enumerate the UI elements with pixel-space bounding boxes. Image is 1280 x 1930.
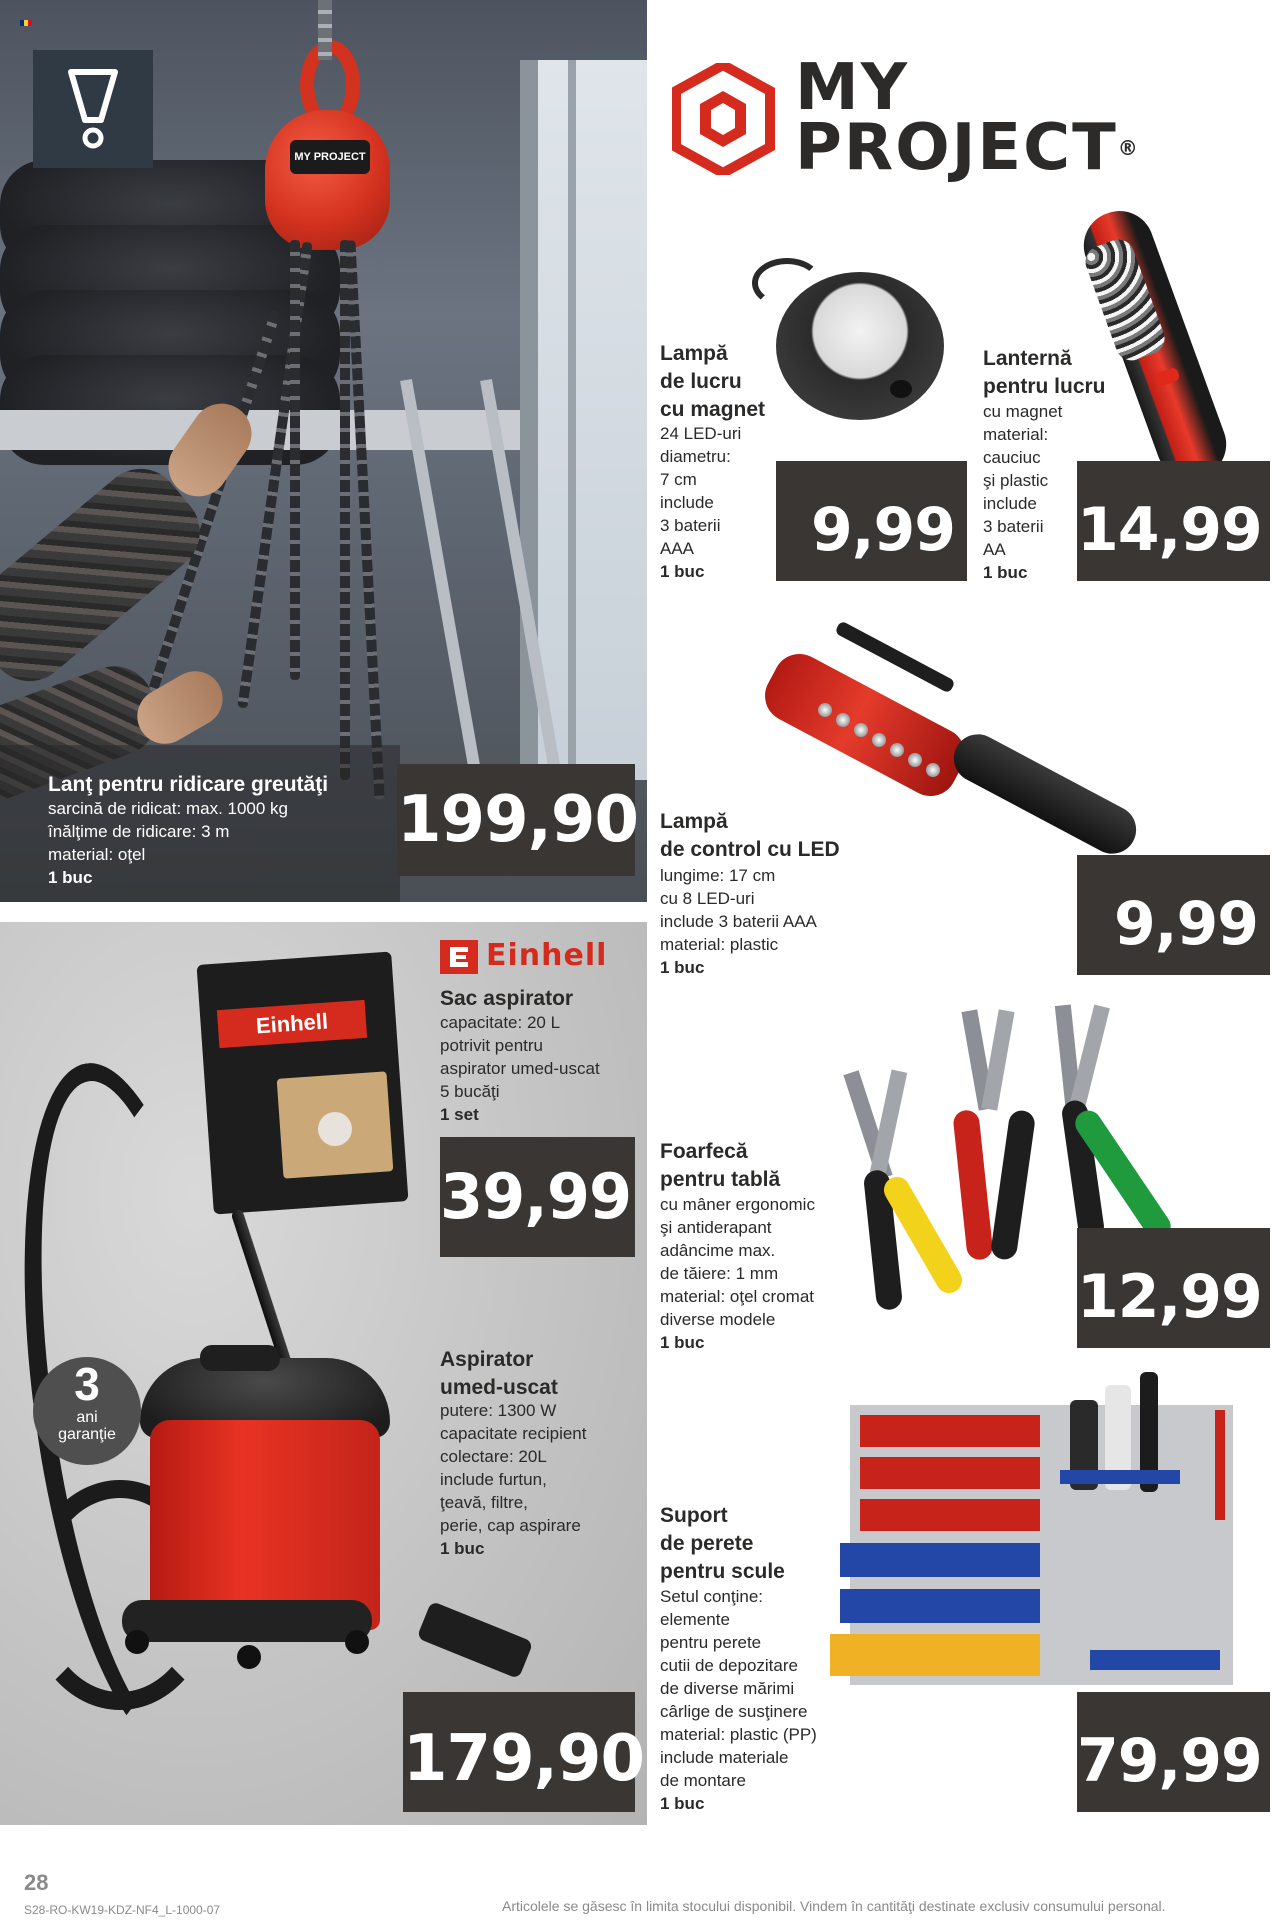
my-project-logo-icon [672,63,775,175]
detail-line: include furtun, [440,1470,547,1489]
detail-line: 1 buc [660,958,705,977]
chain [340,240,350,780]
price-tag: 14,99 [1077,461,1270,581]
detail-line: diametru: [660,447,731,466]
snips-handle [990,1109,1037,1261]
led-dot [818,703,832,717]
product-title [440,1346,558,1402]
registered-mark: ® [1117,136,1140,160]
product-title: Sac aspirator [440,987,574,1010]
detail-line: material: plastic [660,935,779,954]
detail-line: 7 cm [660,470,697,489]
detail-line: de diverse mărimi [660,1679,795,1698]
detail-line: capacitate: 20 L [440,1013,561,1032]
detail-line: ţeavă, filtre, [440,1493,528,1512]
product-details [440,1399,645,1560]
product-title [660,340,765,424]
product-details [440,1011,645,1126]
product-details [983,400,1073,584]
storage-bins-red [860,1415,1040,1447]
wheel [237,1645,261,1669]
title-line: Lanternă [983,347,1072,370]
detail-line: colectare: 20L [440,1447,547,1466]
title-line: pentru lucru [983,375,1106,398]
detail-line: 1 buc [983,563,1028,582]
price-tag: 12,99 [1077,1228,1270,1348]
product-details [48,797,378,889]
detail-line: cauciuc [983,448,1041,467]
detail-line: aspirator umed-uscat [440,1059,600,1078]
wheel [125,1630,149,1654]
title-line: cu magnet [660,398,766,421]
lamp-switch [890,380,912,398]
led-dot [908,753,922,767]
title-line: pentru scule [660,1560,785,1583]
detail-line: cutii de depozitare [660,1656,798,1675]
detail-line: 1 buc [660,1333,705,1352]
window-frame [568,60,576,780]
detail-line: material: oţel cromat [660,1287,814,1306]
einhell-logo-icon [440,940,478,974]
einhell-logo [440,940,636,974]
detail-line: 1 buc [660,1794,705,1813]
tool-holder-bar [1090,1650,1220,1670]
product-title [660,1502,785,1586]
title-line: de lucru [660,370,742,393]
title-line: pentru tablă [660,1168,781,1191]
detail-line: înălţime de ridicare: 3 m [48,822,230,841]
detail-line: perie, cap aspirare [440,1516,581,1535]
led-dot [926,763,940,777]
detail-line: putere: 1300 W [440,1401,557,1420]
guarantee-years: 3 [74,1358,100,1410]
detail-line: include materiale [660,1748,789,1767]
product-title [660,1138,780,1194]
brand-name [795,51,1140,185]
warning-icon [63,68,123,152]
top-chain [318,0,332,60]
vacuum-tank [150,1420,380,1630]
detail-line: cu mâner ergonomic [660,1195,815,1214]
brand-line-2 [795,111,1140,185]
led-dot [836,713,850,727]
tool-holder-bar [1060,1470,1180,1484]
detail-line: lungime: 17 cm [660,866,776,885]
detail-line: şi plastic [983,471,1049,490]
led-dot [872,733,886,747]
vacuum-handle [200,1345,280,1371]
chain [345,240,384,800]
detail-line: 3 baterii [983,517,1044,536]
title-line: umed-uscat [440,1376,558,1399]
storage-bins-blue [840,1589,1040,1623]
hoist-brand-label: MY PROJECT [290,140,370,174]
product-details [660,422,770,583]
storage-bins-red [860,1457,1040,1489]
title-line: Foarfecă [660,1140,748,1163]
storage-bins-red [860,1499,1040,1531]
detail-line: cu magnet [983,402,1063,421]
detail-line: 1 buc [440,1539,485,1558]
brand-line: MY [795,51,910,125]
lamp-grip [945,726,1144,862]
detail-line: cârlige de susţinere [660,1702,808,1721]
price-tag: 9,99 [1077,855,1270,975]
detail-line: de tăiere: 1 mm [660,1264,779,1283]
detail-line: include [660,493,714,512]
price-tag: 199,90 [397,764,635,876]
led-dot [890,743,904,757]
detail-line: material: [983,425,1049,444]
catalog-code: S28-RO-KW19-KDZ-NF4_L-1000-07 [24,1903,221,1917]
product-title [660,808,840,864]
detail-line: şi antiderapant [660,1218,772,1237]
title-line: Lampă [660,810,728,833]
page-number: 28 [24,1870,49,1895]
vacuum-base [122,1600,372,1642]
guarantee-label: garanţie [58,1426,116,1443]
hoist-body [265,110,390,250]
product-details [660,1585,870,1815]
detail-line: pentru perete [660,1633,762,1652]
detail-line: include 3 baterii AAA [660,912,817,931]
title-line: Lampă [660,342,728,365]
detail-line: 1 buc [48,868,93,887]
flag-icon [20,20,32,26]
detail-line: material: oţel [48,845,146,864]
guarantee-unit: ani [76,1409,98,1426]
price-tag: 39,99 [440,1137,635,1257]
title-line: de control cu LED [660,838,840,861]
snips-handle [952,1109,994,1261]
stock-disclaimer: Articolele se găsesc în limita stocului disponibil. Vindem în cantităţi destinate exclusiv consumului personal. [502,1898,1166,1914]
price-tag: 179,90 [403,1692,635,1812]
detail-line: elemente [660,1610,730,1629]
round-work-lamp-image [776,272,944,420]
brand-line: PROJECT [795,111,1118,185]
detail-line: 24 LED-uri [660,424,742,443]
bag-brand-label: Einhell [217,1000,367,1048]
detail-line: Setul conţine: [660,1587,764,1606]
product-title: Lanţ pentru ridicare greutăţi [48,773,329,796]
wheel [345,1630,369,1654]
detail-line: diverse modele [660,1310,776,1329]
screwdriver [1215,1410,1225,1520]
led-dot [854,723,868,737]
detail-line: potrivit pentru [440,1036,543,1055]
detail-line: include [983,494,1037,513]
detail-line: capacitate recipient [440,1424,587,1443]
title-line: de perete [660,1532,754,1555]
detail-line: cu 8 LED-uri [660,889,755,908]
title-line: Suport [660,1504,728,1527]
storage-bins-blue [840,1543,1040,1577]
tin-snips-image [1040,1005,1220,1245]
detail-line: sarcină de ridicat: max. 1000 kg [48,799,289,818]
detail-line: adâncime max. [660,1241,776,1260]
detail-line: de montare [660,1771,746,1790]
detail-line: AA [983,540,1006,559]
detail-line: AAA [660,539,695,558]
snips-blade [981,1009,1014,1110]
product-details [660,864,880,979]
detail-line: 3 baterii [660,516,721,535]
detail-line: 5 bucăţi [440,1082,500,1101]
title-line: Aspirator [440,1348,534,1371]
bag-hole [318,1112,352,1146]
detail-line: material: plastic (PP) [660,1725,817,1744]
detail-line: 1 buc [660,562,705,581]
einhell-wordmark: Einhell [486,938,608,973]
product-title [983,345,1106,401]
detail-line: 1 set [440,1105,479,1124]
guarantee-badge [33,1357,141,1465]
product-details [660,1193,860,1354]
chain [290,240,300,680]
price-tag: 79,99 [1077,1692,1270,1812]
price-tag: 9,99 [776,461,967,581]
